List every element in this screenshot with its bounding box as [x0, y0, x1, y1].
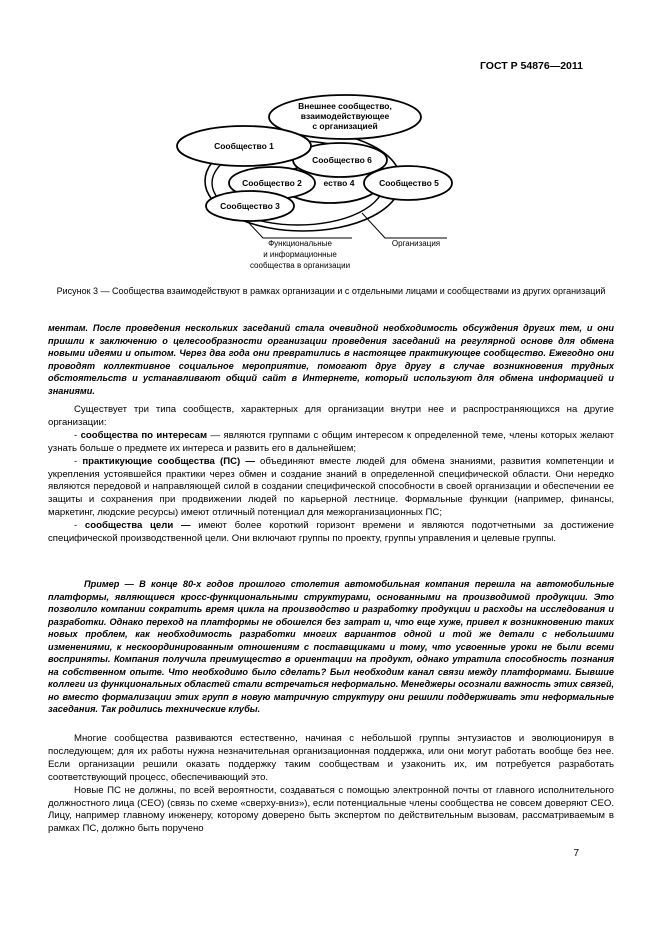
intro-paragraph: Существует три типа сообществ, характерных для организации внутри нее и распространяющихся на другие организации: [48, 404, 614, 428]
example-paragraph: Пример — В конце 80-х годов прошлого столетия автомобильная компания перешла на автомобильные платформы, являющиеся кросс-функциональными структурами, основанными на производимой продукции. Это позволило компании сократить время цикла на производство и разработку продукции и расходы на исследования и разработки. Однако переход на платформы не обошелся без затрат и, что еще хуже, привел к возникновению таких новых проблем, как необходимость разработки многих вариантов одной и той же детали с небольшими изменениями, к нескоординированным отношениям с поставщиками и тому, что усвоенные уроки не были всеми восприняты. Компания получила преимущество в ориентации на продукт, однако утратила способность познания на собственном опыте. Что необходимо было сделать? Был необходим канал связи между платформами. Бывшие коллеги из функциональных областей стали встречаться неформально. Менеджеры осознали важность этих связей, но вместо формализации этих групп в новую матричную структуру они решили поддерживать эти неформальные заседания. Так родились технические клубы. [48, 579, 614, 714]
body-paragraph: Многие сообщества развиваются естественно, начиная с небольшой группы энтузиастов и эволюционируя в последующем; для их работы нужна незначительная организационная поддержка, или они могут работать вообще без нее. Если организации решили оказать поддержку таким сообществам и узаконить их, им потребуется разработать соответствующий процесс, обеспечивающий это. [48, 733, 614, 783]
communities-diagram [0, 0, 661, 290]
community-6-label: Сообщество 6 [312, 155, 372, 165]
list-term: сообщества по интересам [80, 429, 208, 441]
community-3-label: Сообщество 3 [220, 201, 280, 211]
page-number: 7 [573, 848, 579, 859]
functional-label-1: Функциональные [268, 239, 332, 248]
external-community-label-1: Внешнее сообщество, [298, 101, 392, 111]
list-text: объединяют вместе людей для обмена знаниями, развития компетенции и укрепления устоявшейся практики через обмен и создание знаний в определенной специфической области. Они нередко являются передовой и направляющей силой в создании специфической способности в своей организации и обеспечении ее защиты и сохранения при продвижении людей по карьерной лестнице. Формальные функции (например, финансы, маркетинг, людские ресурсы) имеют отличный потенциал для межорганизационных ПС; [48, 455, 614, 519]
body-paragraph: Новые ПС не должны, по всей вероятности, создаваться с помощью электронной почты от главного исполнительного должностного лица (CEO) (связь по схеме «сверху-вниз»), если потенциальные члены сообщества не совсем доверяют CEO. Лицу, например главному инженеру, которому доверено быть экспертом по действительным вызовам, рассматриваемым в рамках ПС, должно быть поручено [48, 784, 614, 835]
list-term: практикующие сообщества (ПС) — [82, 455, 255, 467]
figure-caption: Рисунок 3 — Сообщества взаимодействуют в рамках организации и с отдельными лицами и сообществами из других организаций [56, 286, 606, 296]
community-5-label: Сообщество 5 [379, 178, 439, 188]
text-section [48, 404, 614, 546]
community-1-label: Сообщество 1 [214, 141, 274, 151]
closing-section [48, 733, 614, 836]
organization-leader-line [362, 213, 447, 238]
continued-paragraph: ментам. После проведения нескольких заседаний стала очевидной необходимость обсуждения других тем, и они пришли к заключению о целесообразности организации проведения заседаний на регулярной основе для обмена новыми идеями и опытом. Через два года они превратились в настоящее практикующее сообщество. Ежегодно они проводят коллективное социальное мероприятие, помогают друг другу в случае возникновения трудных обстоятельств и устанавливают общий сайт в Интернете, который используют для обмена информацией и знаниями. [48, 323, 614, 396]
list-text: имеют более короткий горизонт времени и являются подотчетными за достижение специфической производственной цели. Они включают группы по проекту, группы управления и целевые группы. [48, 520, 614, 545]
external-community-label-2: взаимодействующее [300, 111, 390, 121]
organization-label: Организация [391, 239, 441, 248]
list-item-interest: - сообщества по интересам — являются группами с общим интересом к определенной теме, члены которых желают узнать больше о предмете их интереса и развить его в дальнейшем; [48, 429, 614, 454]
functional-label-3: сообщества в организации [249, 261, 351, 270]
community-4-label: ество 4 [323, 178, 355, 188]
list-item-practice: - практикующие сообщества (ПС) — объединяют вместе людей для обмена знаниями, развития компетенции и укрепления устоявшейся практики через обмен и создание знаний в определенной специфической области. Они нередко являются передовой и направляющей силой в создании специфической способности в своей организации и обеспечении ее защиты и сохранения при продвижении людей по карьерной лестнице. Формальные функции (например, финансы, маркетинг, людские ресурсы) имеют отличный потенциал для межорганизационных ПС; [48, 455, 614, 519]
external-community-label-3: с организацией [312, 121, 378, 131]
community-2-label: Сообщество 2 [242, 178, 302, 188]
list-term: сообщества цели — [84, 520, 191, 532]
list-item-purpose: - сообщества цели — имеют более короткий горизонт времени и являются подотчетными за достижение специфической производственной цели. Они включают группы по проекту, группы управления и целевые группы. [48, 520, 614, 545]
functional-label-2: и информационные [263, 250, 337, 259]
standard-header: ГОСТ Р 54876—2011 [479, 60, 583, 72]
list-text: — являются группами с общим интересом к определенной теме, члены которых желают узнать больше о предмете их интереса и развить его в дальнейшем; [48, 429, 614, 454]
